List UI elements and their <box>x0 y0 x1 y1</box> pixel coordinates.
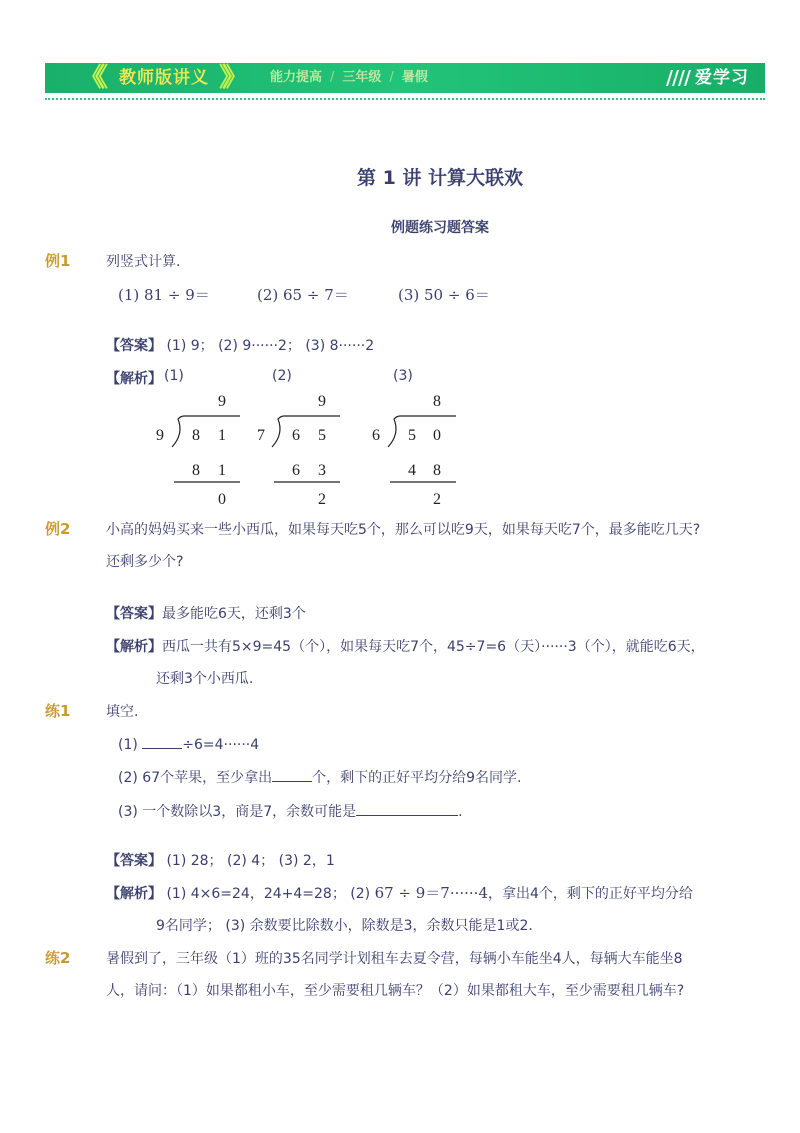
double-chevron-right-icon: 》》 <box>219 63 239 93</box>
example-1-part-3: (3) 50 ÷ 6＝ <box>398 286 490 304</box>
practice-1-answer <box>106 850 335 870</box>
analysis-text: (1) 4×6=24，24+4=28； (2) <box>166 886 375 902</box>
item-text: . <box>458 804 463 820</box>
answer-text: (1) 28； (2) 4； (3) 2，1 <box>166 853 335 869</box>
example-2-question-line-2: 还剩多少个? <box>106 554 184 570</box>
fill-blank <box>272 767 312 782</box>
breadcrumb: 能力提高 / 三年级 / 暑假 <box>270 70 428 85</box>
product-digit: 3 <box>318 462 326 479</box>
dividend-digit: 8 <box>192 427 200 444</box>
quotient: 8 <box>433 393 441 410</box>
quotient: 9 <box>318 393 326 410</box>
practice-2-question-line-1: 暑假到了，三年级（1）班的35名同学计划租车去夏令营，每辆小车能坐4人，每辆大车能坐8 <box>106 951 683 967</box>
long-division-lines <box>0 0 800 520</box>
answer-tag: 【答案】 <box>106 338 162 354</box>
product-digit: 4 <box>408 462 416 479</box>
product-digit: 1 <box>218 462 226 479</box>
practice-2-label: 练2 <box>45 949 71 967</box>
divisor: 6 <box>372 427 380 444</box>
remainder: 0 <box>218 491 226 508</box>
item-text: (2) 67个苹果，至少拿出 <box>118 770 273 786</box>
practice-1-label: 练1 <box>45 702 71 720</box>
logo-text: 爱学习 <box>695 68 749 88</box>
example-1-part-1: (1) 81 ÷ 9＝ <box>118 286 210 304</box>
dividend-digit: 5 <box>408 427 416 444</box>
example-1-question: 列竖式计算. <box>106 254 181 270</box>
answer-text: 最多能吃6天，还剩3个 <box>162 606 306 622</box>
analysis-tag: 【解析】 <box>106 886 162 902</box>
divisor: 7 <box>257 427 265 444</box>
crumb-grade: 三年级 <box>342 70 382 85</box>
item-text: ÷6=4······4 <box>182 737 260 753</box>
product-digit: 6 <box>292 462 300 479</box>
fill-blank <box>356 801 458 816</box>
crumb-ability: 能力提高 <box>270 70 323 85</box>
analysis-text: 西瓜一共有5×9=45（个），如果每天吃7个，45÷7=6（天）······3（个），就能吃6天， <box>162 639 705 655</box>
example-2-question-line-1: 小高的妈妈买来一些小西瓜，如果每天吃5个，那么可以吃9天，如果每天吃7个，最多能吃几天? <box>106 522 701 538</box>
dividend-digit: 0 <box>433 427 441 444</box>
fill-blank <box>142 734 182 749</box>
example-2-analysis-line-2: 还剩3个小西瓜. <box>156 671 254 687</box>
dividend-digit: 5 <box>318 427 326 444</box>
analysis-part-1: (1) <box>164 368 184 384</box>
lecture-title: 第 1 讲 计算大联欢 <box>356 167 524 189</box>
analysis-formula: 67 ÷ 9＝7······4 <box>374 884 488 902</box>
example-2-answer <box>106 603 306 623</box>
analysis-tag: 【解析】 <box>106 371 162 387</box>
practice-1-analysis <box>106 882 693 903</box>
item-text: (1) <box>118 737 143 753</box>
double-chevron-left-icon: 《《 <box>79 63 99 93</box>
practice-1-item-2 <box>118 767 521 787</box>
practice-1-analysis-line-2: 9名同学； (3) 余数要比除数小，除数是3，余数只能是1或2. <box>156 918 533 934</box>
answer-text: (1) 9； (2) 9······2； (3) 8······2 <box>166 338 375 354</box>
remainder: 2 <box>318 491 326 508</box>
analysis-text: ，拿出4个，剩下的正好平均分给 <box>488 886 693 902</box>
answer-tag: 【答案】 <box>106 606 162 622</box>
dividend-digit: 1 <box>218 427 226 444</box>
example-2-analysis <box>106 636 705 656</box>
crumb-summer: 暑假 <box>401 70 428 85</box>
example-1-part-2: (2) 65 ÷ 7＝ <box>257 286 349 304</box>
product-digit: 8 <box>192 462 200 479</box>
quotient: 9 <box>218 393 226 410</box>
analysis-part-2: (2) <box>272 368 292 384</box>
practice-2-question-line-2: 人，请问：（1）如果都租小车，至少需要租几辆车？（2）如果都租大车，至少需要租几辆车? <box>106 983 685 999</box>
practice-1-question: 填空. <box>106 704 139 720</box>
example-1-label: 例1 <box>45 252 71 270</box>
divisor: 9 <box>156 427 164 444</box>
banner-title: 教师版讲义 <box>119 68 209 88</box>
item-text: 个，剩下的正好平均分给9名同学. <box>312 770 522 786</box>
item-text: (3) 一个数除以3，商是7，余数可能是 <box>118 804 357 820</box>
practice-1-item-1 <box>118 734 259 753</box>
answer-tag: 【答案】 <box>106 853 162 869</box>
dividend-digit: 6 <box>292 427 300 444</box>
section-title: 例题练习题答案 <box>391 220 489 236</box>
remainder: 2 <box>433 491 441 508</box>
practice-1-item-3 <box>118 801 463 821</box>
product-digit: 8 <box>433 462 441 479</box>
example-2-label: 例2 <box>45 520 71 538</box>
analysis-tag: 【解析】 <box>106 639 162 655</box>
analysis-part-3: (3) <box>393 368 413 384</box>
